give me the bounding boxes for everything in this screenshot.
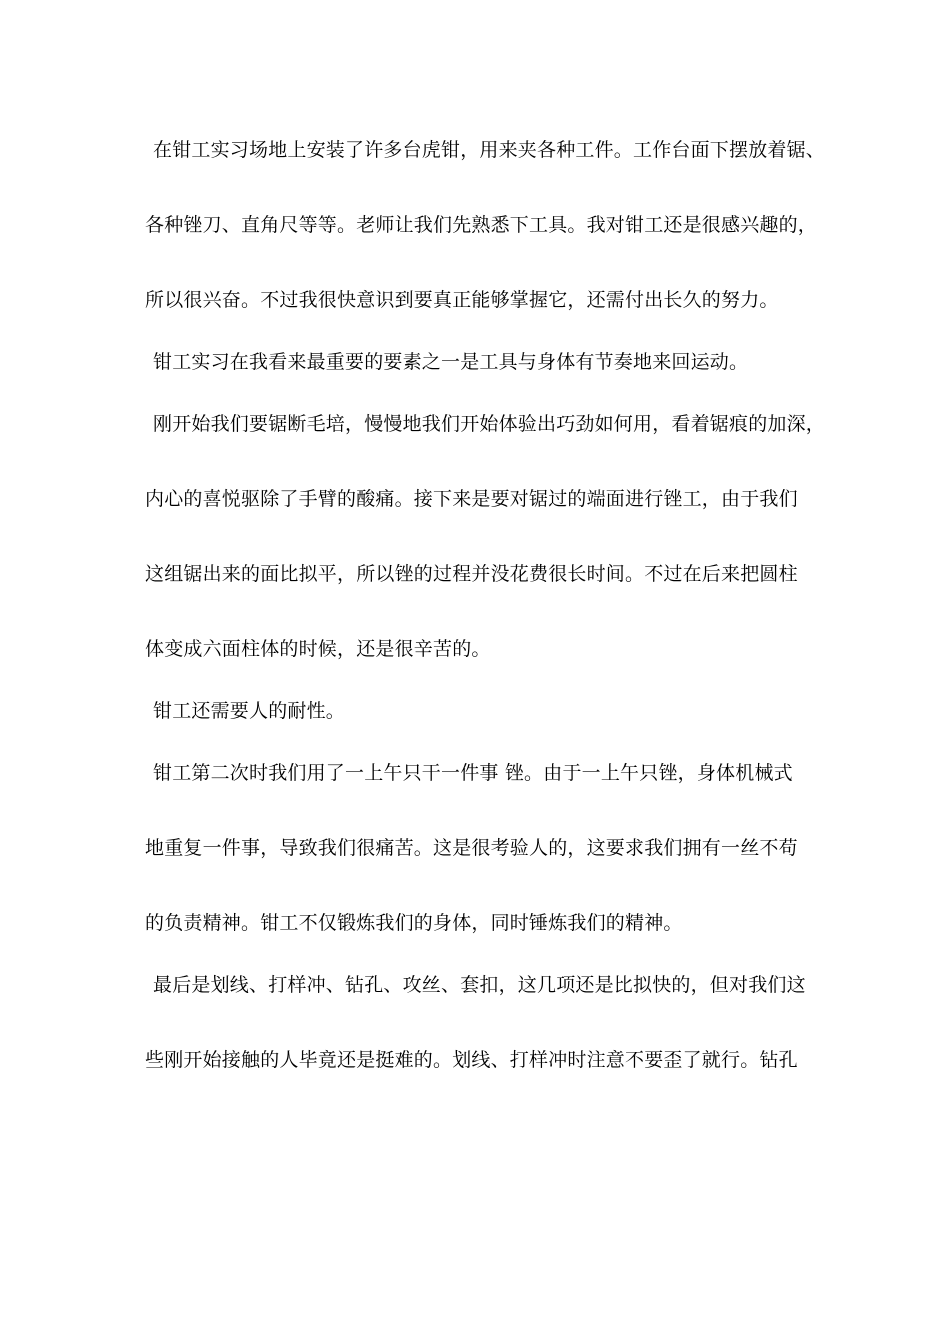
paragraph-line: 地重复一件事，导致我们很痛苦。这是很考验人的，这要求我们拥有一丝不苟 xyxy=(145,837,798,859)
paragraph-line: 刚开始我们要锯断毛培，慢慢地我们开始体验出巧劲如何用，看着锯痕的加深， xyxy=(153,413,826,435)
paragraph-line: 钳工实习在我看来最重要的要素之一是工具与身体有节奏地来回运动。 xyxy=(153,351,749,373)
paragraph-line: 最后是划线、打样冲、钻孔、攻丝、套扣，这几项还是比拟快的，但对我们这 xyxy=(153,974,806,996)
paragraph-line: 的负责精神。钳工不仅锻炼我们的身体，同时锤炼我们的精神。 xyxy=(145,912,683,934)
paragraph-line: 所以很兴奋。不过我很快意识到要真正能够掌握它，还需付出长久的努力。 xyxy=(145,289,779,311)
paragraph-line: 这组锯出来的面比拟平，所以锉的过程并没花费很长时间。不过在后来把圆柱 xyxy=(145,563,798,585)
paragraph-line: 钳工第二次时我们用了一上午只干一件事 锉。由于一上午只锉，身体机械式 xyxy=(153,762,793,784)
paragraph-line: 些刚开始接触的人毕竟还是挺难的。划线、打样冲时注意不要歪了就行。钻孔 xyxy=(145,1049,798,1071)
paragraph-line: 各种锉刀、直角尺等等。老师让我们先熟悉下工具。我对钳工还是很感兴趣的， xyxy=(145,214,818,236)
paragraph-line: 体变成六面柱体的时候，还是很辛苦的。 xyxy=(145,638,491,660)
paragraph-line: 钳工还需要人的耐性。 xyxy=(153,700,346,722)
paragraph-line: 内心的喜悦驱除了手臂的酸痛。接下来是要对锯过的端面进行锉工，由于我们 xyxy=(145,488,798,510)
paragraph-line: 在钳工实习场地上安装了许多台虎钳，用来夹各种工件。工作台面下摆放着锯、 xyxy=(153,139,826,161)
